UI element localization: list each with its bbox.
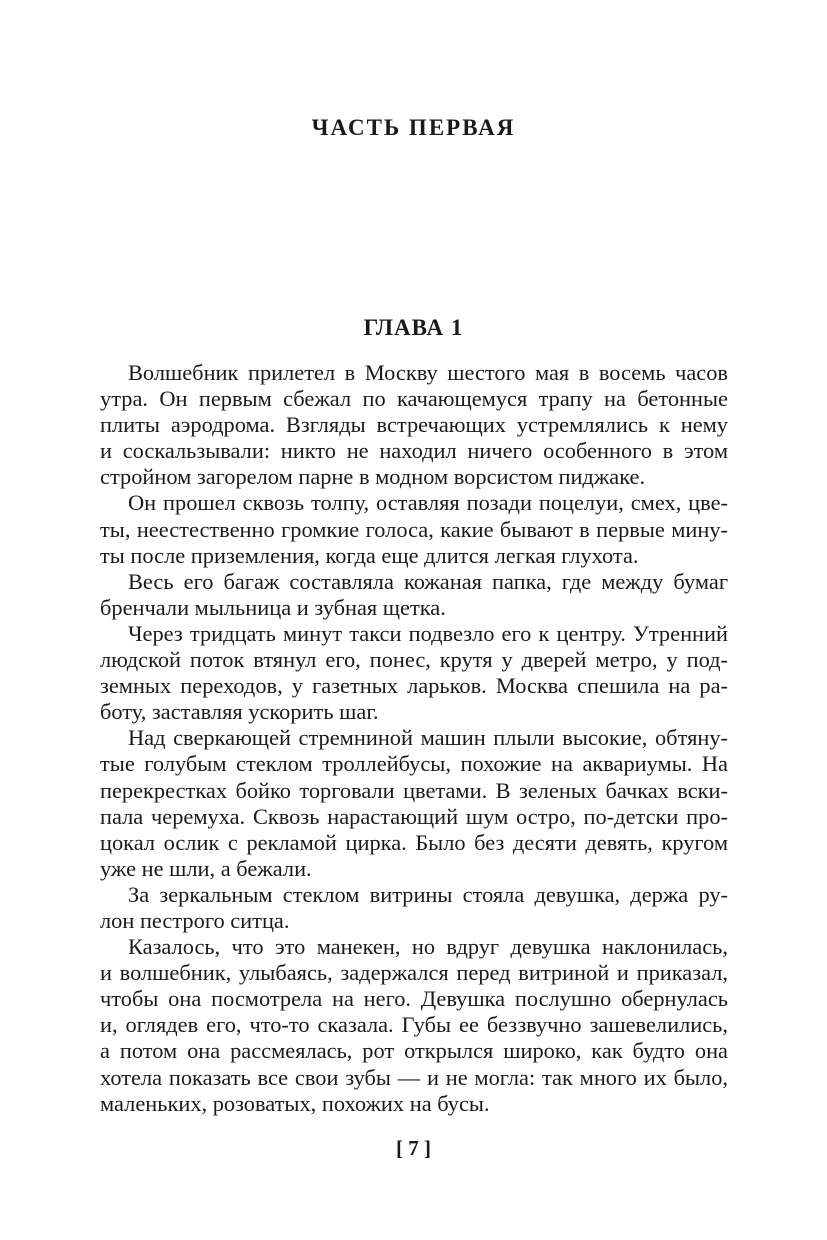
text-line: лон пестрого ситца. (100, 907, 290, 933)
text-line: Через тридцать минут такси подвезло его к центру. Утренний (128, 620, 728, 646)
text-line: земных переходов, у газетных ларьков. Москва спешила на ра- (100, 673, 728, 699)
text-line: людской поток втянул его, понес, крутя у дверей метро, у под- (100, 647, 728, 673)
text-line: а потом она рассмеялась, рот открылся широко, как будто она (100, 1038, 728, 1064)
chapter-title: ГЛАВА 1 (363, 315, 464, 340)
text-line: и, оглядев его, что-то сказала. Губы ее беззвучно зашевелились, (100, 1012, 728, 1038)
part-title: ЧАСТЬ ПЕРВАЯ (311, 115, 516, 140)
text-line: Казалось, что это манекен, но вдруг девушка наклонилась, (128, 934, 728, 960)
text-line: Волшебник прилетел в Москву шестого мая в восемь часов (128, 360, 728, 385)
text-line: чтобы она посмотрела на него. Девушка послушно обернулась (100, 986, 728, 1012)
text-line: перекрестках бойко торговали цветами. В зеленых бачках вски- (100, 777, 728, 803)
text-line: пала черемуха. Сквозь нарастающий шум остро, по-детски про- (100, 803, 728, 829)
text-line: ты после приземления, когда еще длится легкая глухота. (100, 542, 639, 568)
text-line: тые голубым стеклом троллейбусы, похожие на аквариумы. На (100, 751, 728, 777)
text-line: уже не шли, а бежали. (100, 855, 312, 881)
text-line: хотела показать все свои зубы — и не могла: так много их было, (100, 1064, 728, 1090)
text-line: боту, заставляя ускорить шаг. (100, 699, 379, 725)
text-line: маленьких, розоватых, похожих на бусы. (100, 1090, 490, 1116)
text-line: цокал ослик с рекламой цирка. Было без десяти девять, кругом (100, 829, 728, 855)
text-line: Весь его багаж составляла кожаная папка, где между бумаг (128, 568, 728, 594)
text-line: и волшебник, улыбаясь, задержался перед витриной и приказал, (100, 960, 728, 986)
chapter-text (100, 360, 728, 1117)
text-line: и соскальзывали: никто не находил ничего особенного в этом (100, 438, 728, 464)
text-line: Он прошел сквозь толпу, оставляя позади поцелуи, смех, цве- (128, 490, 728, 516)
text-line: плиты аэродрома. Взгляды встречающих устремлялись к нему (100, 412, 728, 438)
text-line: Над сверкающей стремниной машин плыли высокие, обтяну- (128, 725, 728, 751)
text-line: стройном загорелом парне в модном ворсистом пиджаке. (100, 464, 646, 490)
text-line: бренчали мыльница и зубная щетка. (100, 594, 446, 620)
text-line: утра. Он первым сбежал по качающемуся трапу на бетонные (100, 386, 728, 412)
page-number: [ 7 ] (396, 1136, 431, 1160)
text-line: За зеркальным стеклом витрины стояла девушка, держа ру- (128, 881, 728, 907)
text-line: ты, неестественно громкие голоса, какие бывают в первые мину- (100, 516, 728, 542)
